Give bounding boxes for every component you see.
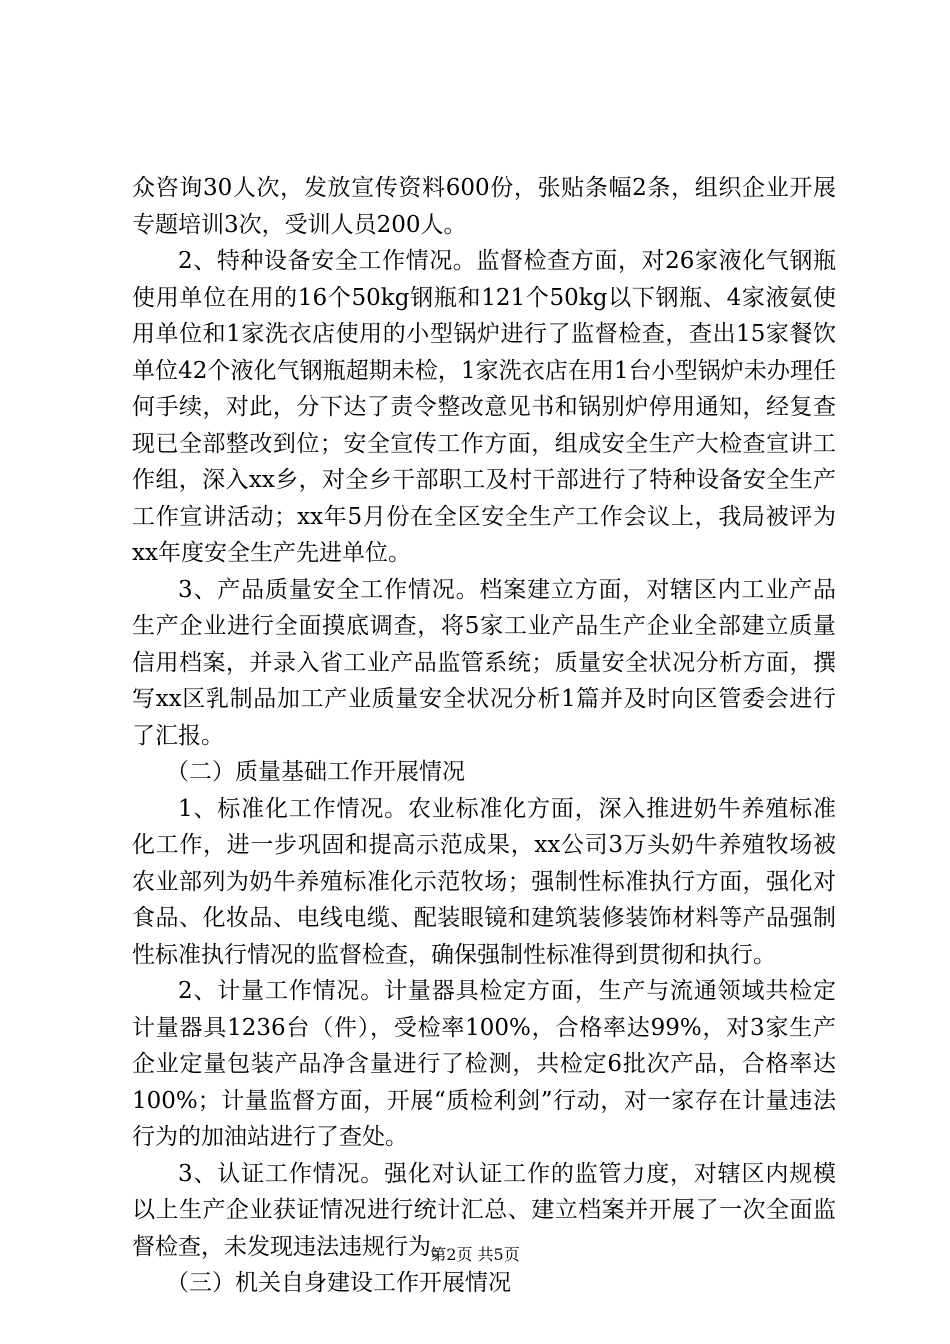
paragraph-standardization: 1、标准化工作情况。农业标准化方面，深入推进奶牛养殖标准化工作，进一步巩固和提高示范成果，xx公司3万头奶牛养殖牧场被农业部列为奶牛养殖标准化示范牧场；强制性标准执行方面，强化对食品、化妆品、电线电缆、配装眼镜和建筑装修装饰材料等产品强制性标准执行情况的监督检查，确保强制性标准得到贯彻和执行。: [132, 795, 836, 968]
section-heading-self-construction: （三）机关自身建设工作开展情况: [166, 1270, 511, 1296]
paragraph-continuation: 众咨询30人次，发放宣传资料600份，张贴条幅2条，组织企业开展专题培训3次，受训人员200人。: [132, 175, 836, 238]
paragraph-certification: 3、认证工作情况。强化对认证工作的监管力度，对辖区内规模以上生产企业获证情况进行统计汇总、建立档案并开展了一次全面监督检查，未发现违法违规行为。: [132, 1160, 836, 1260]
paragraph-special-equipment: 2、特种设备安全工作情况。监督检查方面，对26家液化气钢瓶使用单位在用的16个50kg钢瓶和121个50kg以下钢瓶、4家液氨使用单位和1家洗衣店使用的小型锅炉进行了监督检查，查出15家餐饮单位42个液化气钢瓶超期未检，1家洗衣店在用1台小型锅炉未办理任何手续，对此，分下达了责令整改意见书和锅别炉停用通知，经复查现已全部整改到位；安全宣传工作方面，组成安全生产大检查宣讲工作组，深入xx乡，对全乡干部职工及村干部进行了特种设备安全生产工作宣讲活动；xx年5月份在全区安全生产工作会议上，我局被评为xx年度安全生产先进单位。: [132, 248, 836, 566]
section-heading-quality-foundation: （二）质量基础工作开展情况: [166, 759, 465, 785]
body-text: [132, 170, 836, 1302]
page-footer: 第2页 共5页: [430, 1245, 520, 1264]
paragraph-metrology: 2、计量工作情况。计量器具检定方面，生产与流通领域共检定计量器具1236台（件），受检率100%，合格率达99%，对3家生产企业定量包装产品净含量进行了检测，共检定6批次产品，合格率达100%；计量监督方面，开展“质检利剑”行动，对一家存在计量违法行为的加油站进行了查处。: [132, 978, 836, 1150]
paragraph-product-quality: 3、产品质量安全工作情况。档案建立方面，对辖区内工业产品生产企业进行全面摸底调查，将5家工业产品生产企业全部建立质量信用档案，并录入省工业产品监管系统；质量安全状况分析方面，撰写xx区乳制品加工产业质量安全状况分析1篇并及时向区管委会进行了汇报。: [132, 576, 836, 749]
